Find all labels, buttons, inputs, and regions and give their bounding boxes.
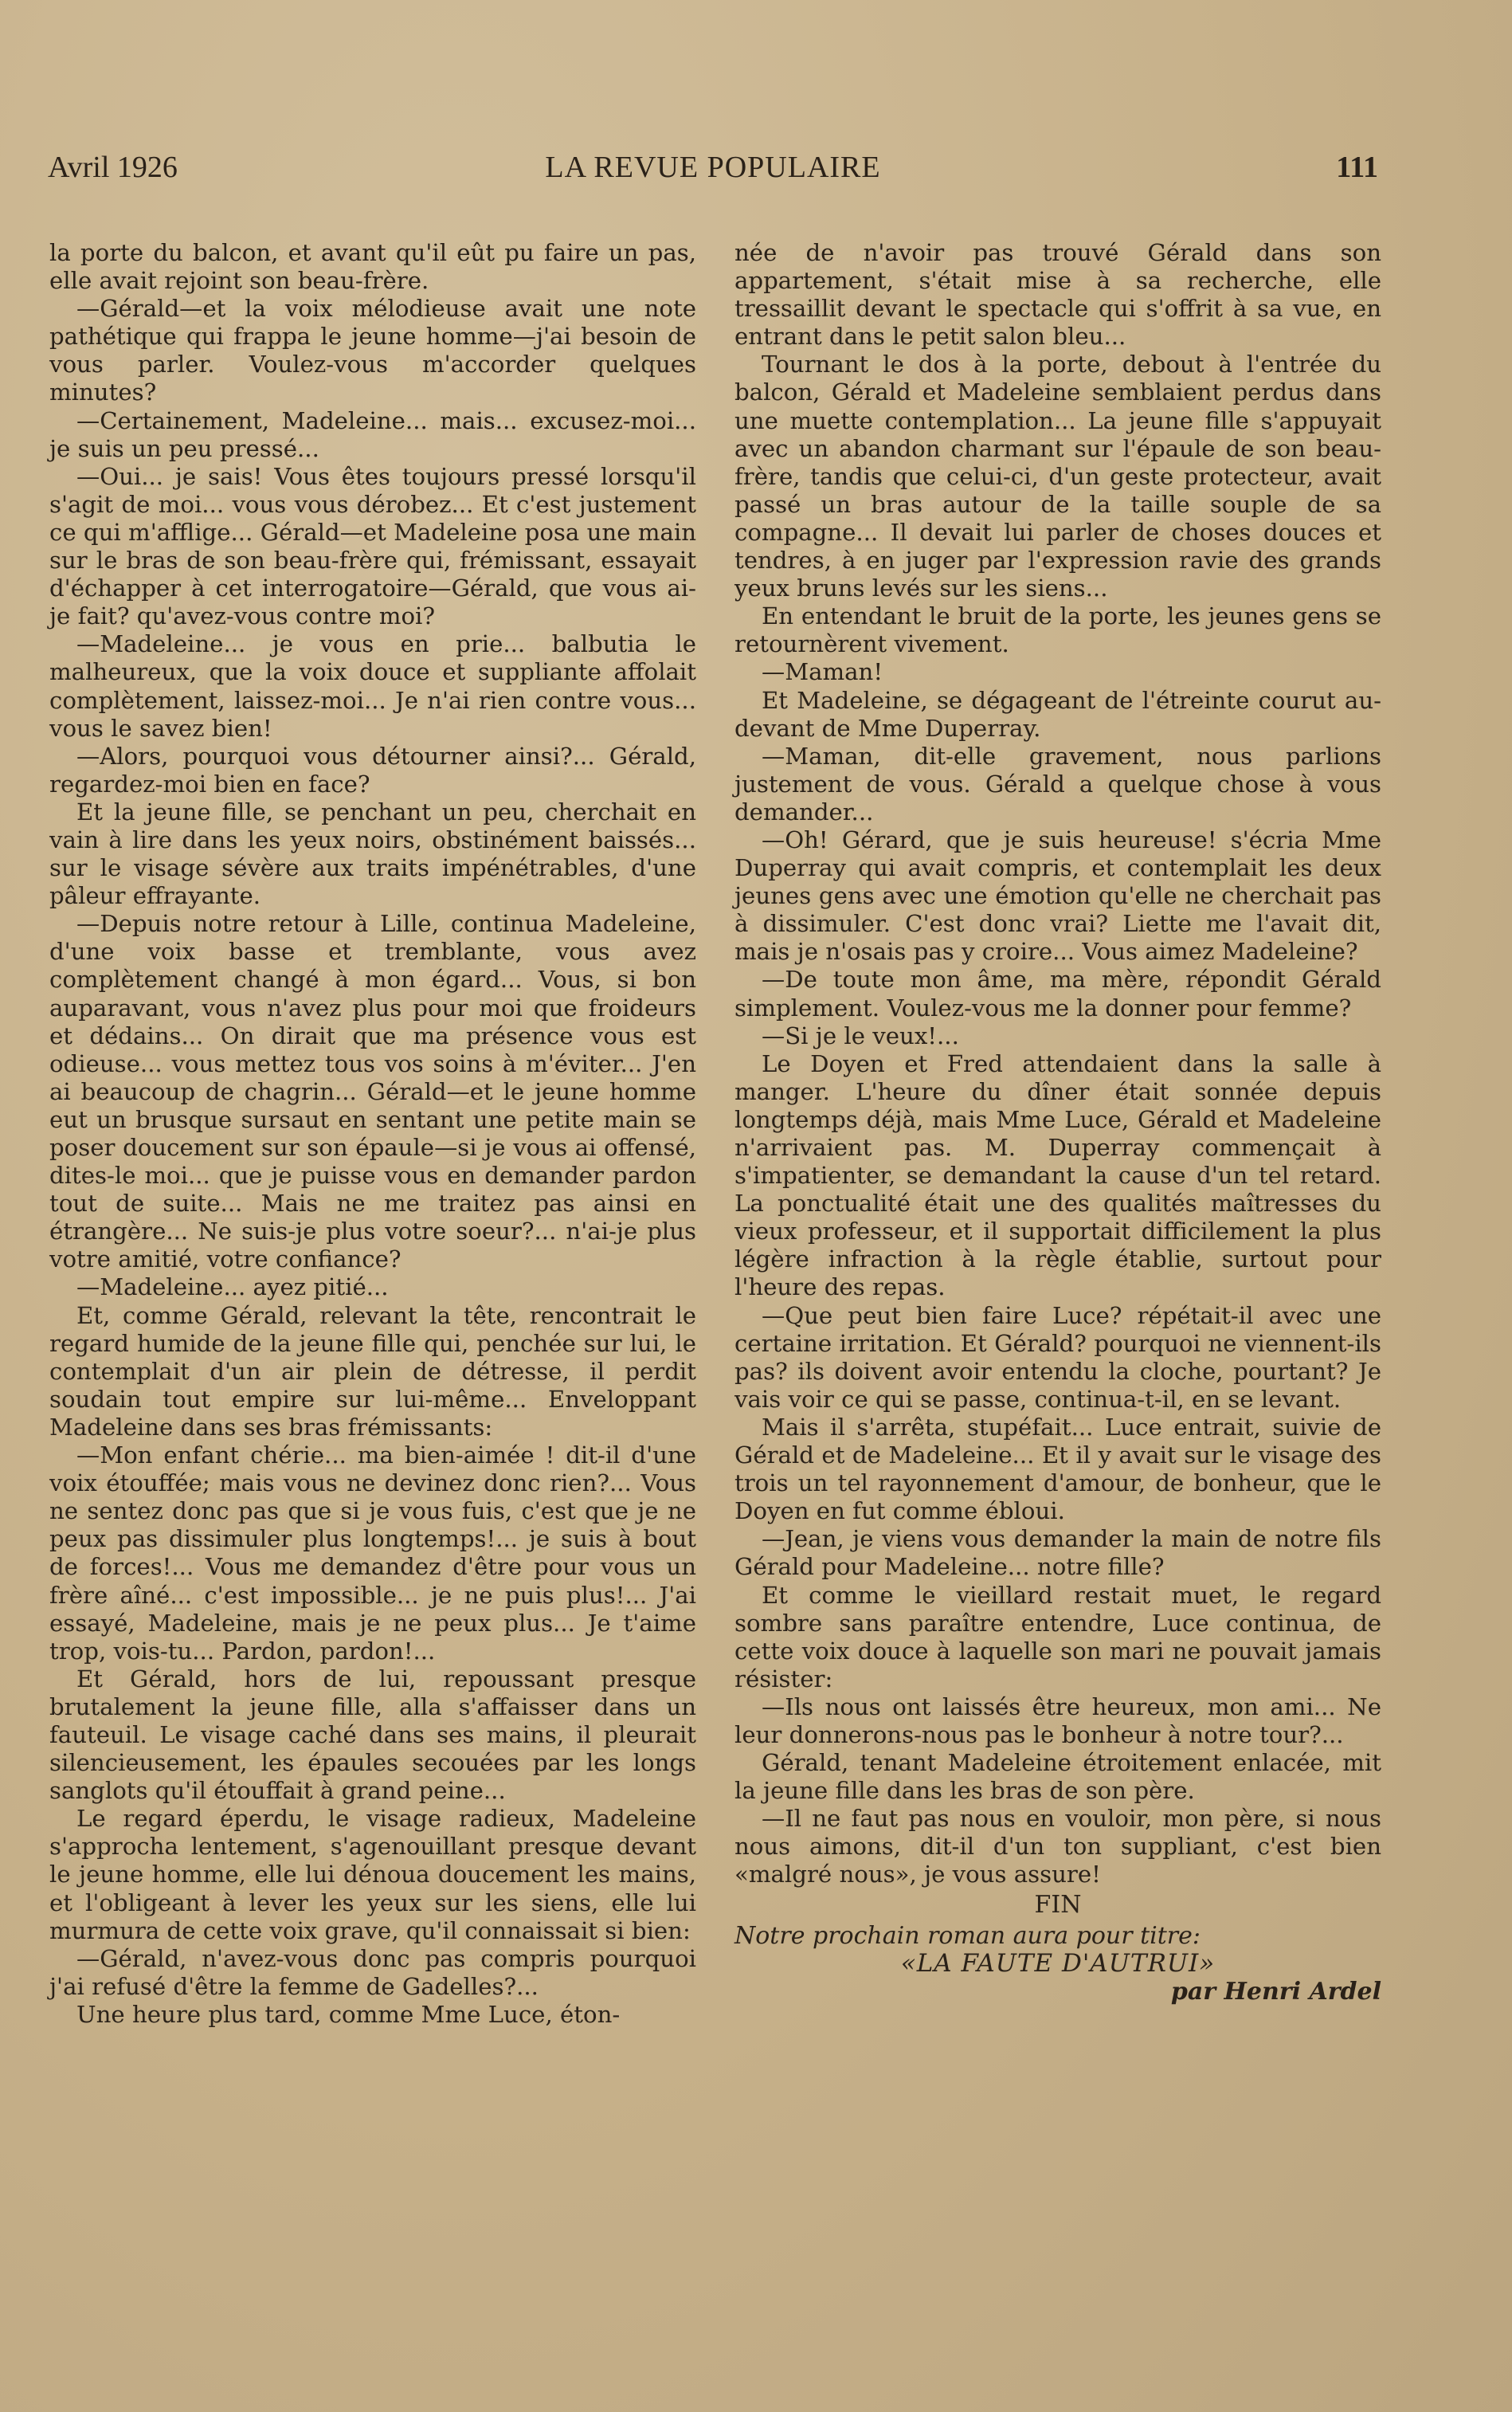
paragraph: —Mon enfant chérie... ma bien-aimée ! dit-il d'une voix étouffée; mais vous ne devinez donc rien?... Vous ne sentez donc pas que si je vous fuis, c'est que je ne peux pas dissimuler plus longtemps!... je suis à bout de forces!... Vous me demandez d'être pour vous un frère aîné... c'est impossible... je ne puis plus!... J'ai essayé, Madeleine, mais je ne peux plus... Je t'aime trop, vois-tu... Pardon, pardon!... [49, 1441, 696, 1665]
paragraph: née de n'avoir pas trouvé Gérald dans son appartement, s'était mise à sa recherche, elle tressaillit devant le spectacle qui s'offrit à sa vue, en entrant dans le petit salon bleu... [734, 239, 1381, 351]
paragraph: Une heure plus tard, comme Mme Luce, éton- [76, 2000, 621, 2028]
paragraph: —Il ne faut pas nous en vouloir, mon père, si nous nous aimons, dit-il d'un ton suppliant, c'est bien «malgré nous», je vous assure! [734, 1805, 1381, 1888]
next-novel-label: Notre prochain roman aura pour titre: [734, 1921, 1201, 1950]
paragraph: —Maman, dit-elle gravement, nous parlions justement de vous. Gérald a quelque chose à vous demander... [734, 742, 1381, 826]
fin-marker: FIN [1034, 1890, 1082, 1919]
paragraph: —Que peut bien faire Luce? répétait-il avec une certaine irritation. Et Gérald? pourquoi ne viennent-ils pas? ils doivent avoir entendu la cloche, pourtant? Je vais voir ce qui se passe, continua-t-il, en se levant. [734, 1301, 1381, 1413]
page-number: 111 [1336, 151, 1378, 184]
paragraph: —Maman! [762, 658, 883, 686]
paragraph: —Jean, je viens vous demander la main de notre fils Gérald pour Madeleine... notre fille? [734, 1525, 1381, 1581]
paragraph: —Si je le veux!... [762, 1022, 959, 1049]
paragraph: En entendant le bruit de la porte, les jeunes gens se retournèrent vivement. [734, 602, 1381, 658]
paragraph: —Madeleine... je vous en prie... balbutia le malheureux, que la voix douce et suppliante affolait complètement, laissez-moi... Je n'ai rien contre vous... vous le savez bien! [49, 630, 696, 742]
paragraph: Et, comme Gérald, relevant la tête, rencontrait le regard humide de la jeune fille qui, penchée sur lui, le contemplait d'un air plein de détresse, il perdit soudain tout empire sur lui-même... Enveloppant Madeleine dans ses bras frémissants: [49, 1301, 696, 1441]
paragraph: Et comme le vieillard restait muet, le regard sombre sans paraître entendre, Luce continua, de cette voix douce à laquelle son mari ne pouvait jamais résister: [734, 1581, 1381, 1692]
text-column-right [734, 239, 1381, 2006]
paragraph: —Gérald—et la voix mélodieuse avait une note pathétique qui frappa le jeune homme—j'ai besoin de vous parler. Voulez-vous m'accorder quelques minutes? [49, 295, 696, 406]
next-novel-title: «LA FAUTE D'AUTRUI» [900, 1948, 1216, 1978]
paragraph: Et la jeune fille, se penchant un peu, cherchait en vain à lire dans les yeux noirs, obstinément baissés... sur le visage sévère aux traits impénétrables, d'une pâleur effrayante. [49, 798, 696, 910]
paragraph: Mais il s'arrêta, stupéfait... Luce entrait, suivie de Gérald et de Madeleine... Et il y avait sur le visage des trois un tel rayonnement d'amour, de bonheur, que le Doyen en fut comme ébloui. [734, 1413, 1381, 1525]
paragraph: —Certainement, Madeleine... mais... excusez-moi... je suis un peu pressé... [49, 406, 696, 462]
paragraph: —Oh! Gérard, que je suis heureuse! s'écria Mme Duperray qui avait compris, et contemplait les deux jeunes gens avec une émotion qu'elle ne cherchait pas à dissimuler. C'est donc vrai? Liette me l'avait dit, mais je n'osais pas y croire... Vous aimez Madeleine? [734, 826, 1381, 966]
running-header [48, 150, 1378, 188]
paragraph: —Alors, pourquoi vous détourner ainsi?... Gérald, regardez-moi bien en face? [49, 742, 696, 798]
paragraph: Gérald, tenant Madeleine étroitement enlacée, mit la jeune fille dans les bras de son père. [734, 1749, 1381, 1805]
paragraph: la porte du balcon, et avant qu'il eût pu faire un pas, elle avait rejoint son beau-frère. [49, 239, 696, 295]
journal-title: LA REVUE POPULAIRE [545, 151, 881, 184]
paragraph: Et Madeleine, se dégageant de l'étreinte courut au-devant de Mme Duperray. [734, 686, 1381, 742]
paragraph: Le Doyen et Fred attendaient dans la salle à manger. L'heure du dîner était sonnée depuis longtemps déjà, mais Mme Luce, Gérald et Madeleine n'arrivaient pas. M. Duperray commençait à s'impatienter, se demandant la cause d'un tel retard. La ponctualité était une des qualités maîtresses du vieux professeur, et il supportait difficilement la plus légère infraction à la règle établie, surtout pour l'heure des repas. [734, 1049, 1381, 1301]
paragraph: —Oui... je sais! Vous êtes toujours pressé lorsqu'il s'agit de moi... vous vous dérobez... Et c'est justement ce qui m'afflige... Gérald—et Madeleine posa une main sur le bras de son beau-frère qui, frémissant, essayait d'échapper à cet interrogatoire—Gérald, que vous ai-je fait? qu'avez-vous contre moi? [49, 462, 696, 630]
paragraph: Tournant le dos à la porte, debout à l'entrée du balcon, Gérald et Madeleine semblaient perdus dans une muette contemplation... La jeune fille s'appuyait avec un abandon charmant sur l'épaule de son beau-frère, tandis que celui-ci, d'un geste protecteur, avait passé un bras autour de la taille souple de sa compagne... Il devait lui parler de choses douces et tendres, à en juger par l'expression ravie des grands yeux bruns levés sur les siens... [734, 351, 1381, 602]
paragraph: —De toute mon âme, ma mère, répondit Gérald simplement. Voulez-vous me la donner pour femme? [734, 966, 1381, 1022]
issue-date: Avril 1926 [48, 151, 178, 184]
paragraph: —Madeleine... ayez pitié... [76, 1273, 389, 1301]
paragraph: —Ils nous ont laissés être heureux, mon ami... Ne leur donnerons-nous pas le bonheur à notre tour?... [734, 1692, 1381, 1748]
next-novel-author: par Henri Ardel [1170, 1977, 1381, 2006]
paragraph: —Depuis notre retour à Lille, continua Madeleine, d'une voix basse et tremblante, vous avez complètement changé à mon égard... Vous, si bon auparavant, vous n'avez plus pour moi que froideurs et dédains... On dirait que ma présence vous est odieuse... vous mettez tous vos soins à m'éviter... J'en ai beaucoup de chagrin... Gérald—et le jeune homme eut un brusque sursaut en sentant une petite main se poser doucement sur son épaule—si je vous ai offensé, dites-le moi... que je puisse vous en demander pardon tout de suite... Mais ne me traitez pas ainsi en étrangère... Ne suis-je plus votre soeur?... n'ai-je plus votre amitié, votre confiance? [49, 910, 696, 1273]
paragraph: Et Gérald, hors de lui, repoussant presque brutalement la jeune fille, alla s'affaisser dans un fauteuil. Le visage caché dans ses mains, il pleurait silencieusement, les épaules secouées par les longs sanglots qu'il étouffait à grand peine... [49, 1665, 696, 1805]
paragraph: —Gérald, n'avez-vous donc pas compris pourquoi j'ai refusé d'être la femme de Gadelles?... [49, 1944, 696, 2000]
text-column-left [49, 239, 696, 2029]
paragraph: Le regard éperdu, le visage radieux, Madeleine s'approcha lentement, s'agenouillant presque devant le jeune homme, elle lui dénoua doucement les mains, et l'obligeant à lever les yeux sur les siens, elle lui murmura de cette voix grave, qu'il connaissait si bien: [49, 1805, 696, 1944]
